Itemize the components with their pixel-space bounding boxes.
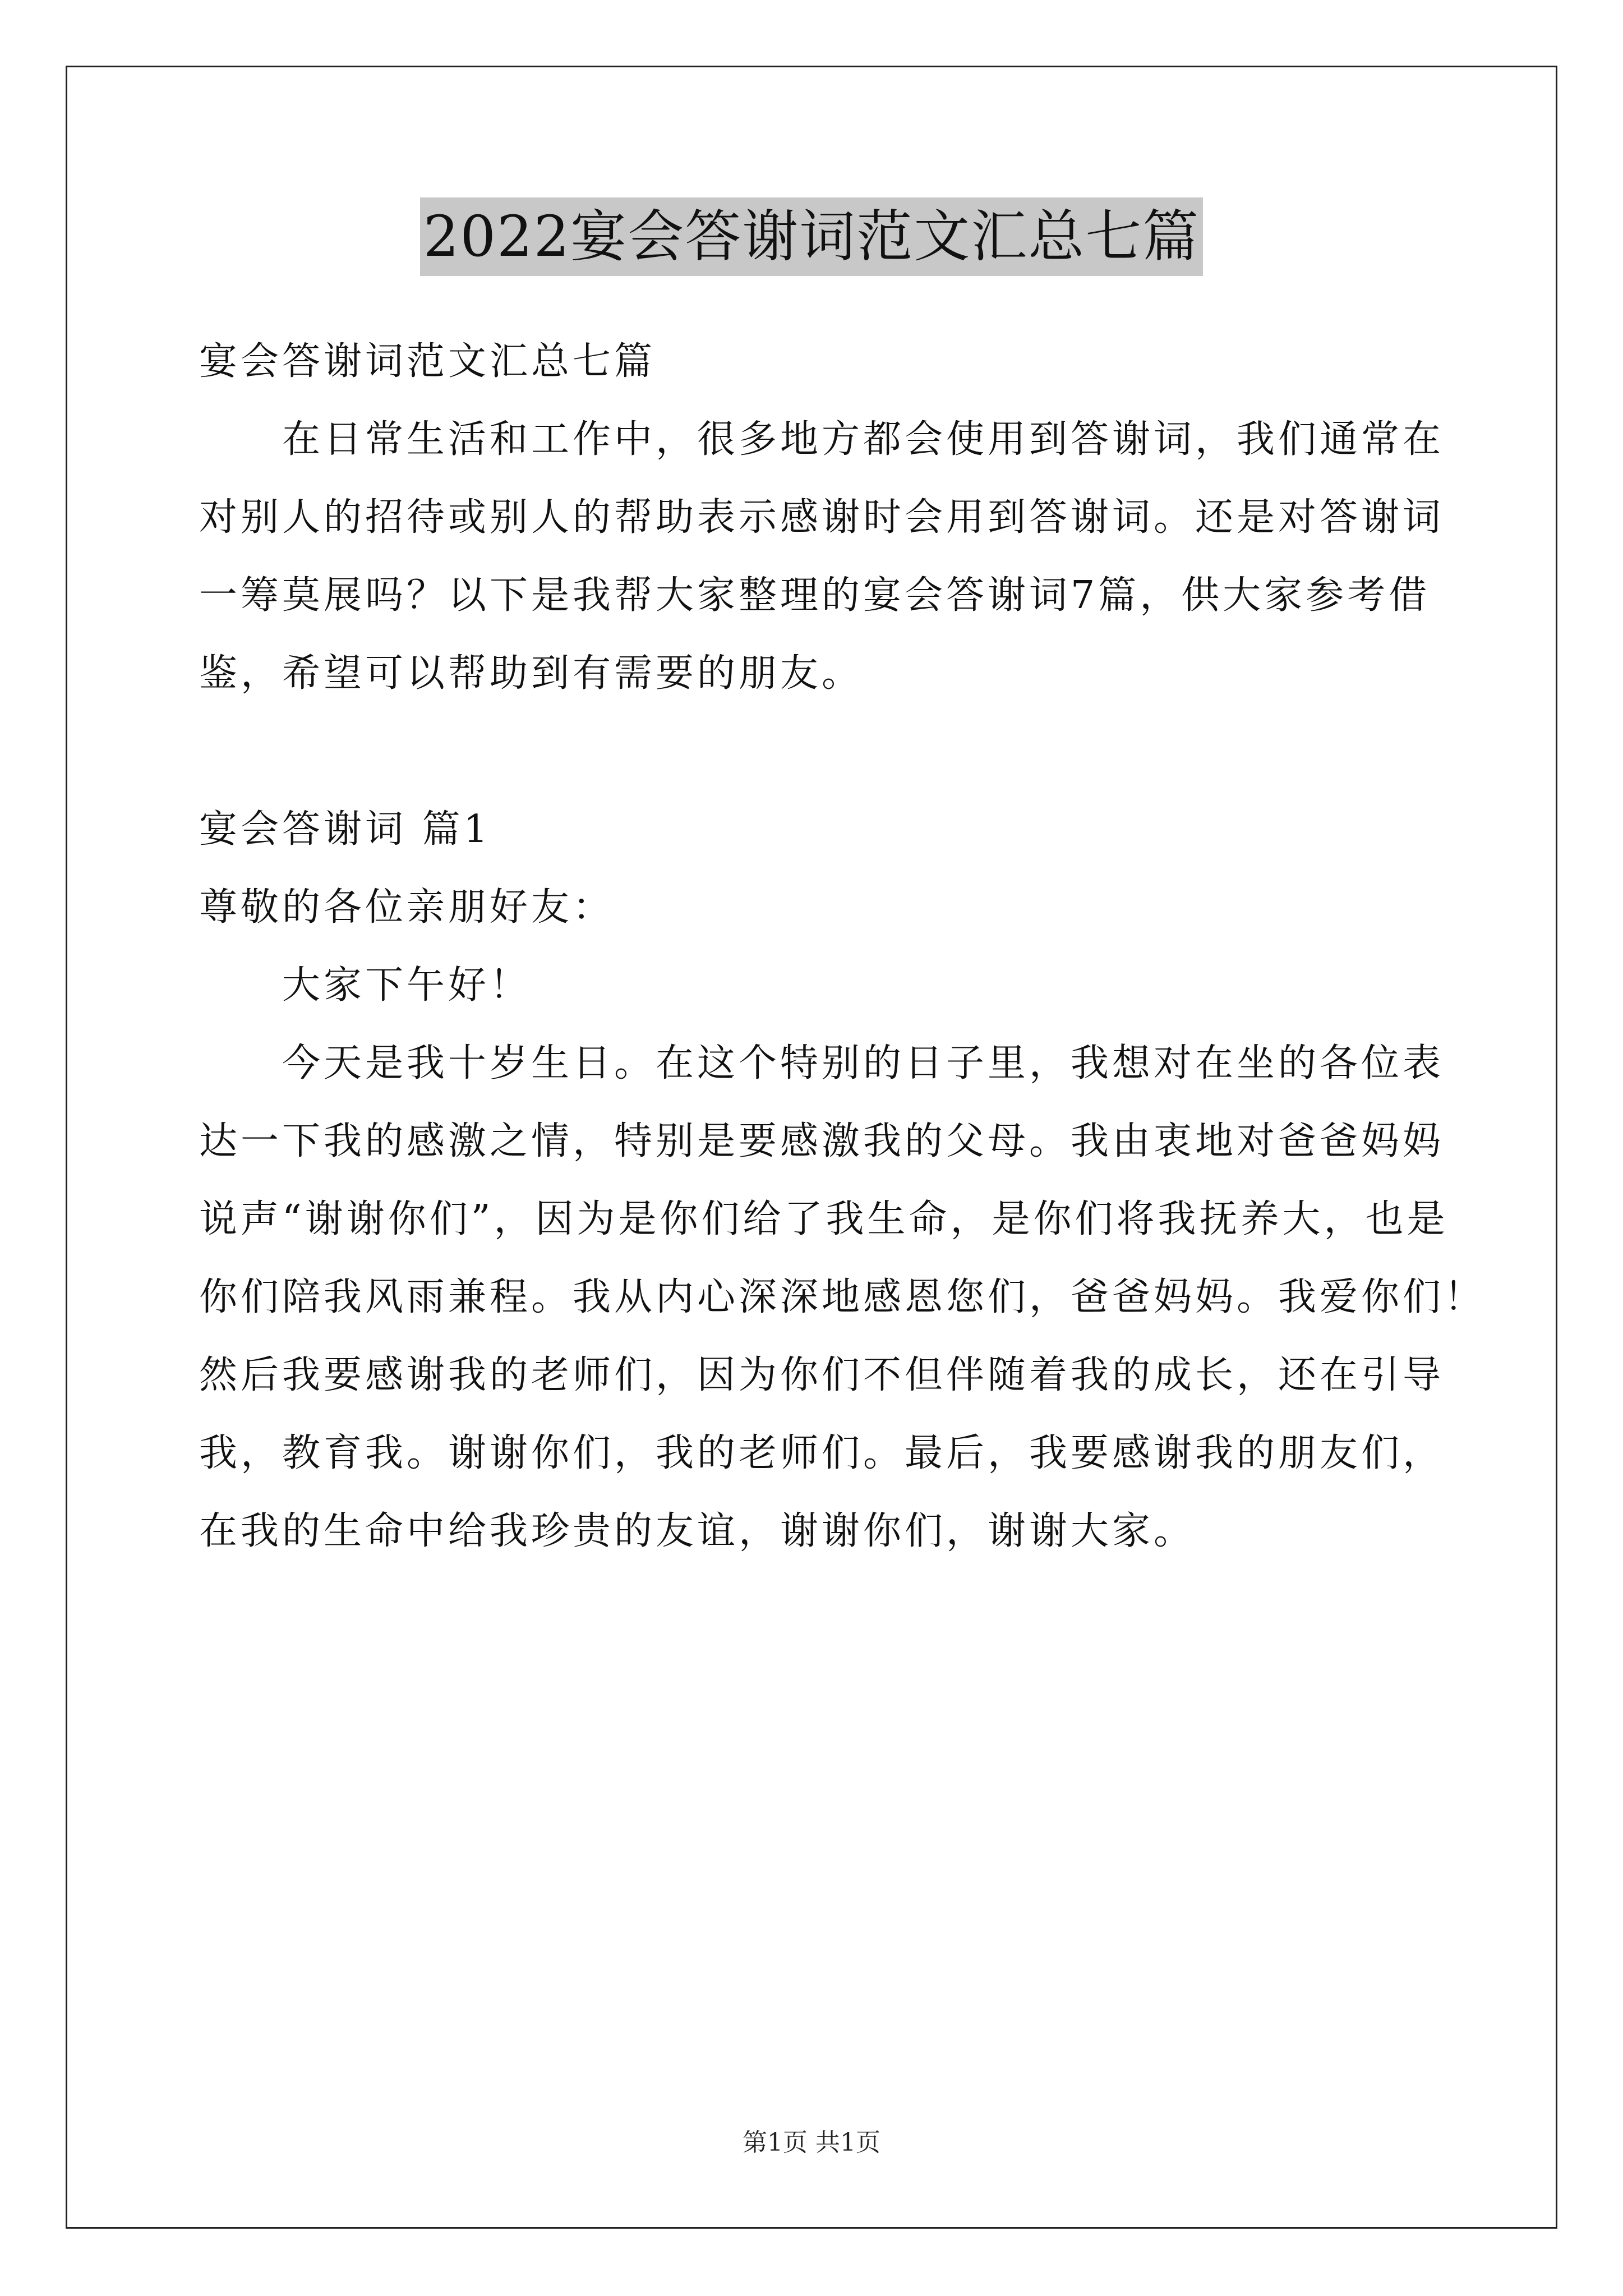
section-heading: 宴会答谢词 篇1 [199, 807, 491, 852]
intro-line: 鉴，希望可以帮助到有需要的朋友。 [199, 651, 864, 696]
body-line: 达一下我的感激之情，特别是要感激我的父母。我由衷地对爸爸妈妈 [199, 1119, 1445, 1163]
page-footer: 第1页 共1页 [743, 2128, 880, 2157]
document-subtitle: 宴会答谢词范文汇总七篇 [199, 339, 656, 384]
body-line: 然后我要感谢我的老师们，因为你们不但伴随着我的成长，还在引导 [199, 1353, 1445, 1397]
intro-line: 对别人的招待或别人的帮助表示感谢时会用到答谢词。还是对答谢词 [199, 495, 1445, 540]
salutation: 尊敬的各位亲朋好友： [199, 885, 615, 930]
title-container [0, 197, 1623, 276]
body-line: 在我的生命中给我珍贵的友谊，谢谢你们，谢谢大家。 [199, 1509, 1196, 1553]
paragraph-gap [199, 712, 1433, 790]
body-line: 我，教育我。谢谢你们，我的老师们。最后，我要感谢我的朋友们， [199, 1431, 1445, 1475]
document-title: 2022宴会答谢词范文汇总七篇 [420, 197, 1204, 276]
body-line: 说声“谢谢你们”，因为是你们给了我生命，是你们将我抚养大，也是 [199, 1197, 1449, 1241]
body-line: 今天是我十岁生日。在这个特别的日子里，我想对在坐的各位表 [282, 1041, 1445, 1085]
intro-line: 在日常生活和工作中，很多地方都会使用到答谢词，我们通常在 [282, 417, 1445, 462]
document-body [199, 323, 1486, 1570]
intro-line: 一筹莫展吗？以下是我帮大家整理的宴会答谢词7篇，供大家参考借 [199, 573, 1431, 618]
body-line: 你们陪我风雨兼程。我从内心深深地感恩您们，爸爸妈妈。我爱你们！ [199, 1275, 1486, 1319]
greeting: 大家下午好！ [282, 963, 532, 1007]
